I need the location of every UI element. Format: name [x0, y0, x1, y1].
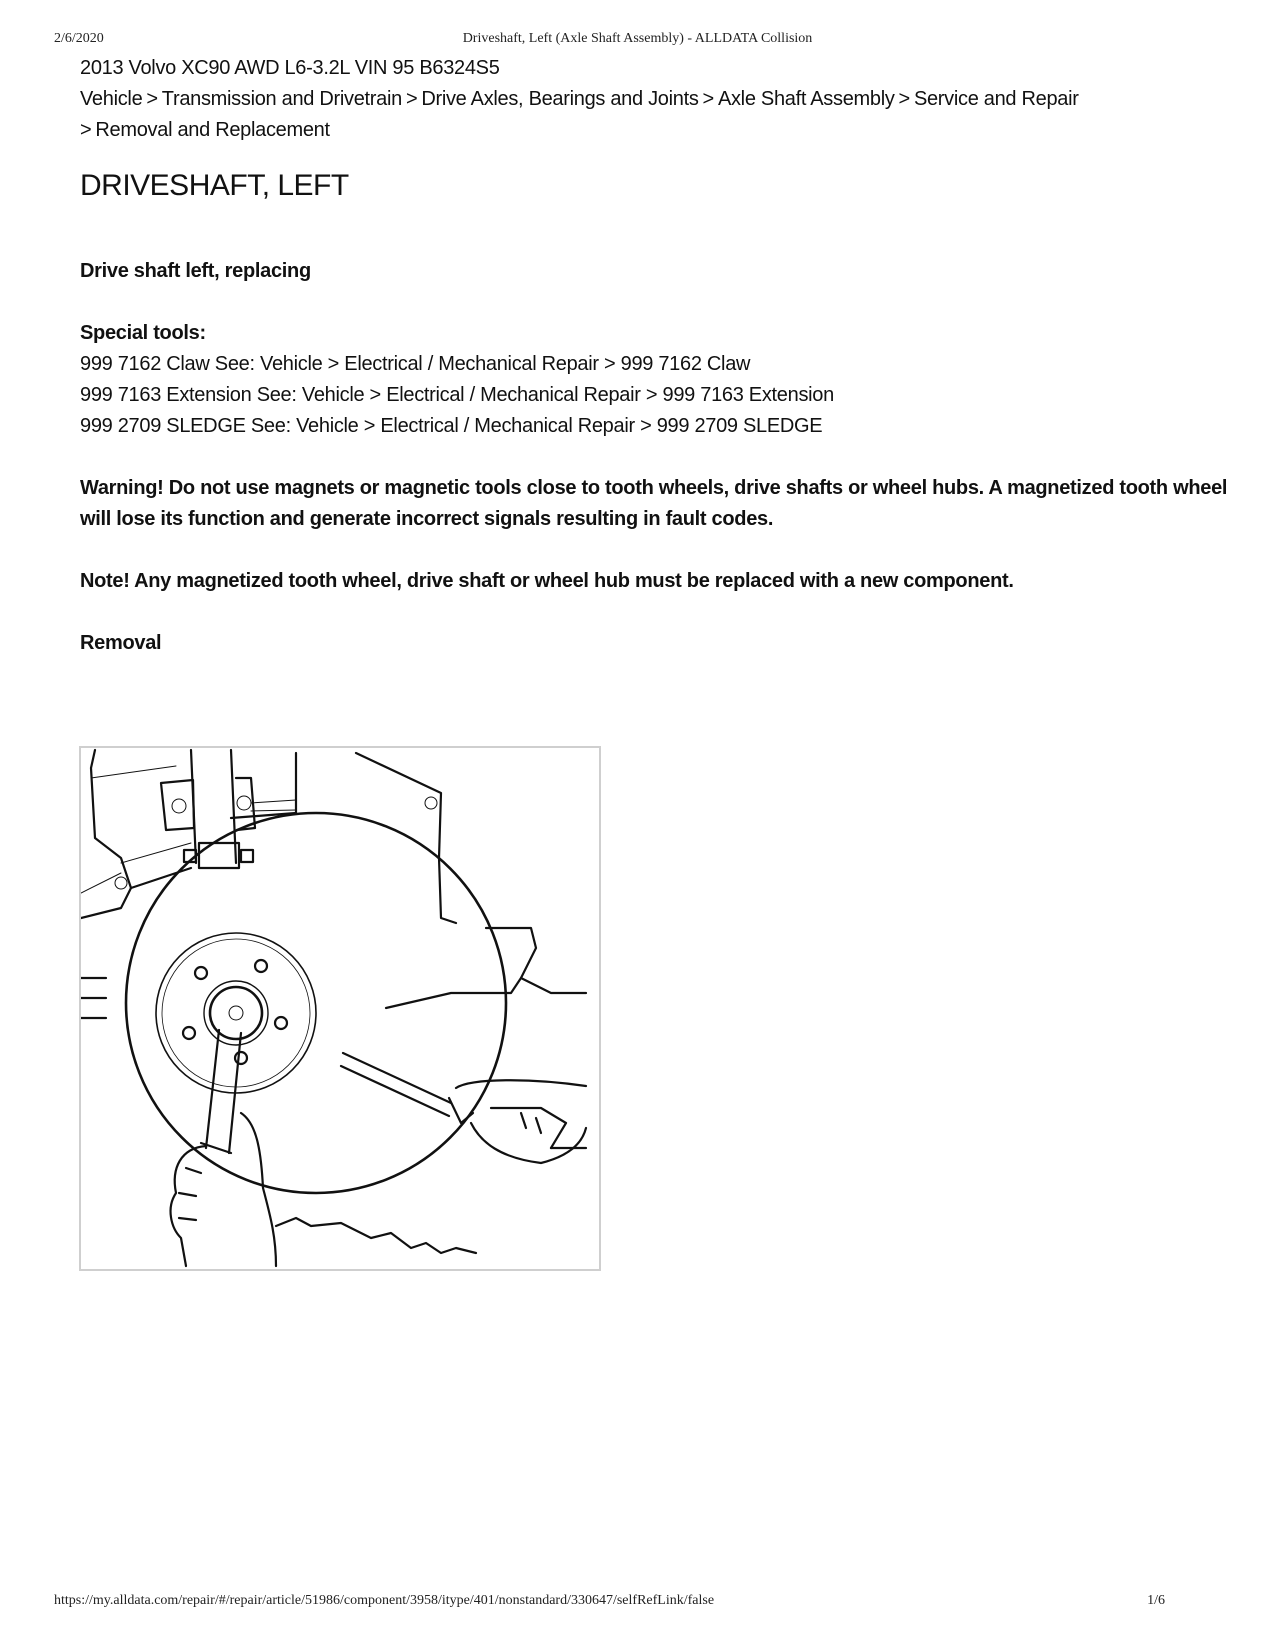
tool-code: 999 7163 Extension — [80, 384, 252, 406]
procedure-subtitle: Drive shaft left, replacing — [80, 260, 311, 282]
breadcrumb-item[interactable]: Vehicle — [80, 88, 143, 110]
breadcrumb-separator: > — [898, 88, 910, 110]
breadcrumb-separator: > — [405, 88, 418, 110]
see-label: See: — [214, 353, 255, 375]
print-footer-url: https://my.alldata.com/repair/#/repair/article/51986/component/3958/itype/401/nonstandard/330647/selfRefLink/false — [54, 1593, 715, 1608]
warning-text: Warning! Do not use magnets or magnetic tools close to tooth wheels, drive shafts or wheel hubs. A magnetized tooth wheel will lose its function and generate incorrect signals resulting in fault codes. — [80, 477, 1228, 530]
tool-reference-link[interactable]: Vehicle > Electrical / Mechanical Repair > 999 7162 Claw — [260, 353, 751, 375]
vehicle-info: 2013 Volvo XC90 AWD L6-3.2L VIN 95 B6324S5 — [80, 57, 500, 79]
page-title: DRIVESHAFT, LEFT — [80, 169, 349, 202]
tool-code: 999 2709 SLEDGE — [80, 415, 246, 437]
article-content — [80, 52, 1230, 659]
illustration-icon — [81, 748, 599, 1269]
tool-reference-link[interactable]: Vehicle > Electrical / Mechanical Repair > 999 2709 SLEDGE — [296, 415, 823, 437]
special-tool-item — [80, 411, 1230, 442]
breadcrumb-item[interactable]: Axle Shaft Assembly — [717, 88, 895, 110]
print-page-number: 1/6 — [1147, 1593, 1165, 1608]
breadcrumb-separator: > — [146, 88, 158, 110]
breadcrumb — [80, 84, 1230, 146]
note-text: Note! Any magnetized tooth wheel, drive shaft or wheel hub must be replaced with a new component. — [80, 570, 1014, 592]
breadcrumb-separator: > — [80, 119, 92, 141]
tool-code: 999 7162 Claw — [80, 353, 210, 375]
special-tool-item — [80, 349, 1230, 380]
wheel-hub-removal-illustration[interactable] — [79, 746, 601, 1271]
see-label: See: — [256, 384, 297, 406]
tool-reference-link[interactable]: Vehicle > Electrical / Mechanical Repair > 999 7163 Extension — [301, 384, 834, 406]
breadcrumb-item[interactable]: Service and Repair — [913, 88, 1079, 110]
breadcrumb-item[interactable]: Drive Axles, Bearings and Joints — [421, 88, 699, 110]
breadcrumb-item[interactable]: Removal and Replacement — [95, 119, 330, 141]
section-heading-removal: Removal — [80, 632, 162, 654]
breadcrumb-separator: > — [702, 88, 714, 110]
print-header-title: Driveshaft, Left (Axle Shaft Assembly) - ALLDATA Collision — [462, 31, 813, 46]
special-tool-item — [80, 380, 1230, 411]
see-label: See: — [250, 415, 291, 437]
special-tools-heading: Special tools: — [80, 322, 206, 344]
breadcrumb-item[interactable]: Transmission and Drivetrain — [161, 88, 402, 110]
print-date: 2/6/2020 — [54, 31, 104, 46]
